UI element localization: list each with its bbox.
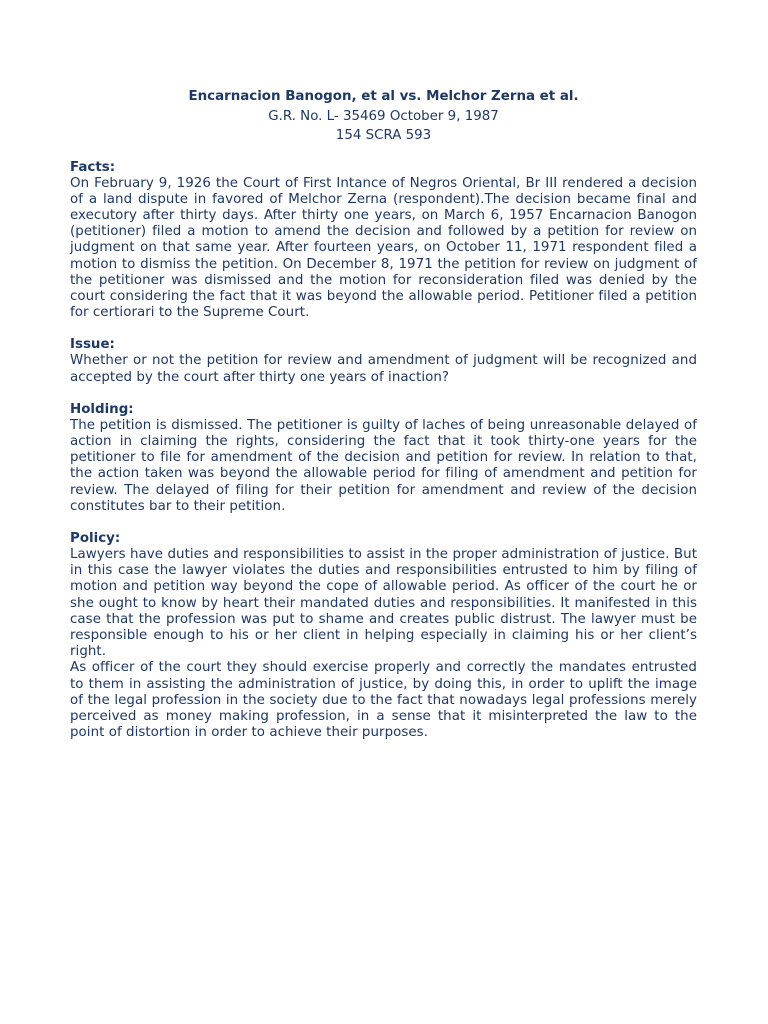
case-citation: G.R. No. L- 35469 October 9, 1987 — [268, 108, 499, 124]
holding-heading: Holding: — [70, 401, 134, 417]
facts-text: On February 9, 1926 the Court of First Intance of Negros Oriental, Br III rendered a decision of a land dispute in favored of Melchor Zerna (respondent).The decision became final and executory after thirty days. After thirty one years, on March 6, 1957 Encarnacion Banogon (petitioner) filed a motion to amend the decision and followed by a petition for review on judgment on that same year. After fourteen years, on October 11, 1971 respondent filed a motion to dismiss the petition. On December 8, 1971 the petition for review on judgment of the petitioner was dismissed and the motion for reconsideration filed was denied by the court considering the fact that it was beyond the allowable period. Petitioner filed a petition for certiorari to the Supreme Court. — [70, 175, 697, 321]
issue-heading: Issue: — [70, 337, 115, 353]
case-reporter: 154 SCRA 593 — [335, 128, 432, 143]
holding-text: The petition is dismissed. The petitioner is guilty of laches of being unreasonable delayed of action in claiming the rights, considering the fact that it took thirty-one years for the petitioner to file for amendment of the decision and petition for review. In relation to that, the action taken was beyond the allowable period for filing of amendment and petition for review. The delayed of filing for their petition for amendment and review of the decision constitutes bar to their petition. — [70, 417, 697, 514]
policy-section — [70, 531, 697, 741]
case-header — [70, 87, 697, 146]
policy-paragraph: Lawyers have duties and responsibilities to assist in the proper administration of justice. But in this case the lawyer violates the duties and responsibilities entrusted to him by filing of motion and petition way beyond the cope of allowable period. As officer of the court he or she ought to know by heart their mandated duties and responsibilities. It manifested in this case that the profession was put to shame and creates public distrust. The lawyer must be responsible enough to his or her client in helping especially in claiming his or her client’s right. — [70, 546, 697, 660]
facts-section — [70, 160, 697, 322]
document-page — [70, 87, 697, 757]
case-title: Encarnacion Banogon, et al vs. Melchor Zerna et al. — [188, 89, 579, 104]
holding-section — [70, 402, 697, 515]
policy-heading: Policy: — [70, 530, 121, 546]
policy-paragraph: As officer of the court they should exercise properly and correctly the mandates entrusted to them in assisting the administration of justice, by doing this, in order to uplift the image of the legal profession in the society due to the fact that nowadays legal professions merely perceived as money making profession, in a sense that it misinterpreted the law to the point of distortion in order to achieve their purposes. — [70, 660, 697, 741]
issue-section — [70, 337, 697, 385]
facts-heading: Facts: — [70, 159, 116, 175]
issue-text: Whether or not the petition for review and amendment of judgment will be recognized and accepted by the court after thirty one years of inaction? — [70, 353, 697, 385]
